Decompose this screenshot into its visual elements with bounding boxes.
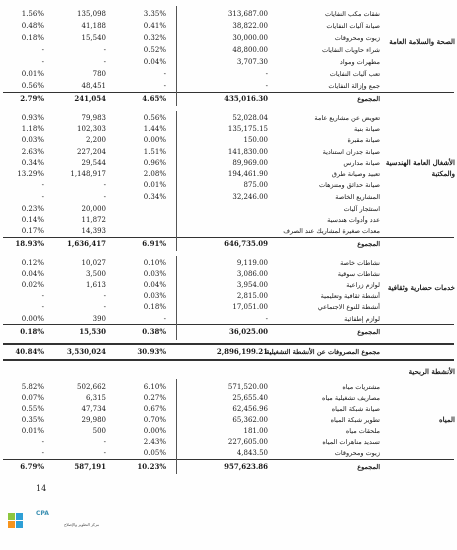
percent-current-cell: 6.91% <box>142 239 166 248</box>
percent-current-cell: - <box>163 70 166 78</box>
amount-current-cell: - <box>265 315 268 323</box>
amount-current-cell: 150.00 <box>243 136 268 144</box>
percent-prev-cell: 0.03% <box>21 136 44 144</box>
amount-prev-cell: - <box>103 58 106 66</box>
percent-current-cell: - <box>163 315 166 323</box>
amount-current-cell: 435,016.30 <box>224 94 268 103</box>
percent-prev-cell: 0.02% <box>21 281 44 289</box>
percent-current-cell: 0.00% <box>143 136 166 144</box>
percent-current-cell: 1.44% <box>143 125 166 133</box>
amount-current-cell: 571,520.00 <box>227 383 268 391</box>
amount-prev-cell: 48,451 <box>81 82 106 90</box>
amount-current-cell: 38,822.00 <box>232 22 268 30</box>
amount-prev-cell: 79,983 <box>81 114 106 122</box>
percent-current-cell: 0.96% <box>143 159 166 167</box>
rule-line <box>3 324 454 325</box>
amount-current-cell: 3,954.00 <box>236 281 268 289</box>
item-label: المجموع <box>357 240 380 248</box>
item-label: تعب آليات النفايات <box>329 70 380 78</box>
item-label: جمع وإزالة النفايات <box>328 82 380 90</box>
amount-prev-cell: 10,027 <box>81 259 106 267</box>
amount-current-cell: 2,896,199.21 <box>216 347 268 356</box>
logo-text: مركز التطوير والإصلاح <box>63 522 99 527</box>
item-label: استئجار آليات <box>343 205 380 213</box>
total-row <box>0 346 457 358</box>
amount-current-cell: 3,707.30 <box>236 58 268 66</box>
item-label: تسديد مناهرات المياه <box>322 438 380 446</box>
percent-prev-cell: 2.63% <box>21 148 44 156</box>
item-label: المشاريع الخاصة <box>335 193 380 201</box>
percent-prev-cell: 0.56% <box>21 82 44 90</box>
profit-section-heading: الأنشطة الربحية <box>408 367 455 376</box>
amount-current-cell: - <box>265 82 268 90</box>
amount-prev-cell: 1,636,417 <box>67 239 106 248</box>
item-label: مشتريات مياه <box>342 383 380 391</box>
percent-prev-cell: - <box>41 438 44 446</box>
percent-prev-cell: 0.55% <box>21 405 44 413</box>
percent-current-cell: - <box>163 82 166 90</box>
percent-prev-cell: - <box>41 449 44 457</box>
percent-prev-cell: - <box>41 303 44 311</box>
percent-current-cell: 0.41% <box>143 22 166 30</box>
item-label: صيانة بنية <box>353 125 380 133</box>
table-row <box>0 301 457 313</box>
percent-current-cell: 0.27% <box>143 394 166 402</box>
item-label: عدد وأدوات هندسية <box>327 216 380 224</box>
percent-current-cell: 0.03% <box>143 270 166 278</box>
item-label: زيوت ومحروقات <box>334 449 380 457</box>
amount-current-cell: 52,028.04 <box>232 114 268 122</box>
percent-current-cell: 0.04% <box>143 58 166 66</box>
amount-current-cell: 194,461.90 <box>227 170 268 178</box>
percent-prev-cell: 18.93% <box>15 239 44 248</box>
percent-current-cell: 0.03% <box>143 292 166 300</box>
total-row <box>0 238 457 250</box>
percent-current-cell: 0.52% <box>143 46 166 54</box>
percent-prev-cell: 0.04% <box>21 270 44 278</box>
table-row <box>0 20 457 32</box>
amount-prev-cell: 29,544 <box>81 159 106 167</box>
amount-current-cell: 875.00 <box>243 181 268 189</box>
item-label: أنشطة للنوع الاجتماعي <box>317 303 380 311</box>
amount-prev-cell: 29,980 <box>81 416 106 424</box>
amount-current-cell: 227,605.00 <box>227 438 268 446</box>
percent-prev-cell: 1.18% <box>21 125 44 133</box>
amount-prev-cell: 15,530 <box>79 327 106 336</box>
percent-prev-cell: 0.14% <box>21 216 44 224</box>
item-label: نشاطات خاصة <box>340 259 380 267</box>
amount-current-cell: 646,735.09 <box>224 239 268 248</box>
amount-prev-cell: - <box>103 46 106 54</box>
percent-prev-cell: 5.82% <box>21 383 44 391</box>
amount-prev-cell: 780 <box>92 70 106 78</box>
amount-prev-cell: 2,200 <box>85 136 106 144</box>
percent-current-cell: 6.10% <box>143 383 166 391</box>
amount-current-cell: 32,246.00 <box>232 193 268 201</box>
amount-current-cell: 36,025.00 <box>229 327 268 336</box>
page-number: 14 <box>36 484 47 493</box>
percent-prev-cell: 0.00% <box>21 315 44 323</box>
amount-current-cell: 30,000.00 <box>232 34 268 42</box>
percent-current-cell: 30.93% <box>137 347 166 356</box>
amount-prev-cell: 135,098 <box>77 10 106 18</box>
item-label: زيوت ومحروقات <box>334 34 380 42</box>
column-divider <box>176 256 177 340</box>
amount-prev-cell: 11,872 <box>81 216 106 224</box>
percent-current-cell: 0.01% <box>143 181 166 189</box>
amount-prev-cell: 227,204 <box>77 148 106 156</box>
percent-current-cell: 0.38% <box>142 327 166 336</box>
amount-prev-cell: 20,000 <box>81 205 106 213</box>
total-row <box>0 461 457 473</box>
amount-current-cell: 48,800.00 <box>232 46 268 54</box>
amount-current-cell: - <box>265 70 268 78</box>
amount-prev-cell: - <box>103 438 106 446</box>
percent-current-cell: 1.51% <box>143 148 166 156</box>
logo-abbreviation: CPA <box>36 510 49 517</box>
percent-prev-cell: - <box>41 181 44 189</box>
percent-prev-cell: 40.84% <box>15 347 44 356</box>
percent-prev-cell: 0.35% <box>21 416 44 424</box>
table-row <box>0 134 457 146</box>
section-title: الصحة والسلامة العامة <box>389 37 455 46</box>
percent-prev-cell: - <box>41 292 44 300</box>
amount-current-cell: 4,843.50 <box>236 449 268 457</box>
rule-line <box>3 459 454 460</box>
item-label: مطهرات ومواد <box>339 58 380 66</box>
column-divider <box>176 111 177 251</box>
item-label: صيانة آليات النفايات <box>326 22 380 30</box>
percent-prev-cell: 6.79% <box>20 462 44 471</box>
total-row <box>0 326 457 338</box>
publisher-logo <box>5 508 100 546</box>
amount-prev-cell: 241,054 <box>74 94 106 103</box>
item-label: المجموع <box>357 463 380 471</box>
amount-prev-cell: 14,393 <box>81 227 106 235</box>
item-label: تطوير شبكة المياه <box>330 416 380 424</box>
amount-prev-cell: 3,530,024 <box>67 347 106 356</box>
item-label: لوازم إطفائية <box>344 315 380 323</box>
item-label: شراء حاويات النفايات <box>322 46 380 54</box>
percent-prev-cell: 0.17% <box>21 227 44 235</box>
amount-prev-cell: 587,191 <box>74 462 106 471</box>
amount-prev-cell: 1,148,917 <box>70 170 106 178</box>
percent-current-cell: 3.35% <box>143 10 166 18</box>
table-row <box>0 191 457 203</box>
amount-prev-cell: - <box>103 303 106 311</box>
percent-prev-cell: - <box>41 193 44 201</box>
item-label: صيانة جدران استنادية <box>322 148 380 156</box>
amount-prev-cell: 1,613 <box>85 281 106 289</box>
item-label: ملحقات مياه <box>345 427 380 435</box>
percent-prev-cell: 0.01% <box>21 70 44 78</box>
item-label: المجموع <box>357 328 380 336</box>
percent-prev-cell: 0.01% <box>21 427 44 435</box>
amount-current-cell: 17,051.00 <box>232 303 268 311</box>
amount-prev-cell: 502,662 <box>77 383 106 391</box>
percent-prev-cell: 0.07% <box>21 394 44 402</box>
item-label: تعبيد وصيانة طرق <box>331 170 380 178</box>
amount-prev-cell: 102,303 <box>77 125 106 133</box>
item-label: المجموع <box>357 95 380 103</box>
amount-current-cell: 181.00 <box>243 427 268 435</box>
amount-current-cell: 957,623.86 <box>224 462 268 471</box>
amount-prev-cell: 390 <box>92 315 106 323</box>
item-label: مصاريف تشغيلية مياه <box>321 394 380 402</box>
percent-current-cell: 10.23% <box>137 462 166 471</box>
item-label: نفقات مكب النفايات <box>325 10 380 18</box>
amount-current-cell: 89,969.00 <box>232 159 268 167</box>
amount-current-cell: 9,119.00 <box>236 259 268 267</box>
table-row <box>0 447 457 459</box>
column-divider <box>176 379 177 474</box>
item-label: صيانة شبكة المياه <box>331 405 380 413</box>
amount-prev-cell: 15,540 <box>81 34 106 42</box>
amount-prev-cell: - <box>103 181 106 189</box>
percent-prev-cell: 0.12% <box>21 259 44 267</box>
item-label: مجموع المصروفات عن الأنشطة التشغيلية <box>266 348 380 356</box>
rule-line <box>3 359 454 361</box>
amount-current-cell: 141,830.00 <box>227 148 268 156</box>
amount-current-cell: 65,362.00 <box>232 416 268 424</box>
percent-current-cell: 0.70% <box>143 416 166 424</box>
percent-prev-cell: - <box>41 46 44 54</box>
item-label: لوازم زراعية <box>346 281 380 289</box>
amount-prev-cell: 6,315 <box>85 394 106 402</box>
percent-current-cell: 0.10% <box>143 259 166 267</box>
section-title: المياه <box>438 415 455 424</box>
table-row <box>0 8 457 20</box>
amount-prev-cell: - <box>103 449 106 457</box>
percent-prev-cell: 0.18% <box>20 327 44 336</box>
percent-current-cell: 4.65% <box>142 94 166 103</box>
table-row <box>0 56 457 68</box>
percent-prev-cell: 13.29% <box>17 170 44 178</box>
total-row <box>0 93 457 105</box>
item-label: معدات صغيرة لمشاريك عند الصرف <box>283 227 380 235</box>
logo-mark-icon <box>7 510 33 532</box>
amount-prev-cell: - <box>103 193 106 201</box>
percent-prev-cell: 0.23% <box>21 205 44 213</box>
percent-prev-cell: 0.93% <box>21 114 44 122</box>
amount-current-cell: 3,086.00 <box>236 270 268 278</box>
amount-prev-cell: 41,188 <box>81 22 106 30</box>
amount-prev-cell: - <box>103 292 106 300</box>
amount-current-cell: 313,687.00 <box>227 10 268 18</box>
percent-prev-cell: 1.56% <box>21 10 44 18</box>
section-title: خدمات حضارية وثقافية <box>387 283 455 292</box>
table-row <box>0 225 457 237</box>
percent-current-cell: 0.32% <box>143 34 166 42</box>
amount-prev-cell: 3,500 <box>85 270 106 278</box>
percent-current-cell: 2.08% <box>143 170 166 178</box>
percent-current-cell: 0.67% <box>143 405 166 413</box>
table-row <box>0 80 457 92</box>
percent-current-cell: 0.56% <box>143 114 166 122</box>
percent-prev-cell: 0.18% <box>21 34 44 42</box>
percent-prev-cell: 0.48% <box>21 22 44 30</box>
amount-current-cell: 2,815.00 <box>236 292 268 300</box>
item-label: تعويض عن مشاريع عامة <box>314 114 380 122</box>
item-label: نشاطات سوقية <box>337 270 380 278</box>
item-label: صيانة مقبرة <box>347 136 380 144</box>
item-label: صيانة حدائق ومتنزهات <box>318 181 380 189</box>
percent-current-cell: 0.34% <box>143 193 166 201</box>
percent-current-cell: 0.00% <box>143 427 166 435</box>
percent-prev-cell: 0.34% <box>21 159 44 167</box>
percent-prev-cell: - <box>41 58 44 66</box>
percent-prev-cell: 2.79% <box>20 94 44 103</box>
percent-current-cell: 2.43% <box>143 438 166 446</box>
percent-current-cell: 0.18% <box>143 303 166 311</box>
table-row <box>0 68 457 80</box>
amount-current-cell: 135,175.15 <box>227 125 268 133</box>
section-title: الأشغال العامة الهندسية والمكتبة <box>385 158 455 178</box>
percent-current-cell: 0.04% <box>143 281 166 289</box>
item-label: أنشطة ثقافية وتعليمية <box>320 292 380 300</box>
amount-prev-cell: 500 <box>92 427 106 435</box>
column-divider <box>176 6 177 106</box>
percent-current-cell: 0.05% <box>143 449 166 457</box>
item-label: صيانة مدارس <box>343 159 380 167</box>
table-row <box>0 179 457 191</box>
amount-prev-cell: 47,734 <box>81 405 106 413</box>
amount-current-cell: 25,655.40 <box>232 394 268 402</box>
amount-current-cell: 62,456.96 <box>232 405 268 413</box>
rule-line <box>3 343 454 345</box>
